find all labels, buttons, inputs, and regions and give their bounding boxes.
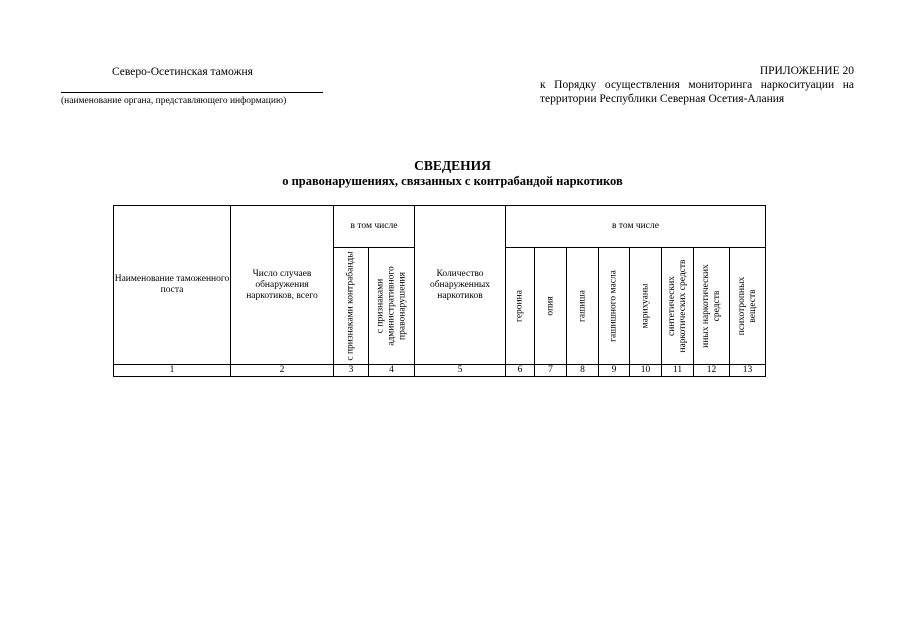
column-number: 3	[334, 365, 369, 377]
header-hashish: гашиша	[567, 248, 599, 365]
column-numbers-row	[114, 365, 766, 377]
header-hashish-oil: гашишного масла	[599, 248, 630, 365]
column-number: 5	[415, 365, 506, 377]
document-subtitle: о правонарушениях, связанных с контрабандой наркотиков	[282, 174, 623, 188]
header-cases-group: в том числе	[334, 206, 415, 248]
appendix-title: ПРИЛОЖЕНИЕ 20	[759, 65, 854, 77]
column-number: 1	[114, 365, 231, 377]
header-psychotropic: психотропных веществ	[730, 248, 766, 365]
header-heroin: героина	[506, 248, 535, 365]
column-number: 4	[369, 365, 415, 377]
header-post: Наименование таможенного поста	[114, 206, 231, 365]
header-marijuana: марихуаны	[630, 248, 662, 365]
column-number: 12	[694, 365, 730, 377]
appendix-text: к Порядку осуществления мониторинга наркоситуации на территории Республики Северная Осетия-Алания	[540, 79, 854, 105]
report-table	[113, 205, 766, 377]
header-other-narcotics: иных наркотических средств	[694, 248, 730, 365]
column-number: 10	[630, 365, 662, 377]
header-quantity: Количество обнаруженных наркотиков	[415, 206, 506, 365]
header-administrative: с признаками административного правонарушения	[369, 248, 415, 365]
column-number: 11	[662, 365, 694, 377]
column-number: 6	[506, 365, 535, 377]
column-number: 7	[535, 365, 567, 377]
column-number: 13	[730, 365, 766, 377]
header-smuggling: с признаками контрабанды	[334, 248, 369, 365]
signature-line	[61, 92, 323, 93]
header-synthetic: синтетических наркотических средств	[662, 248, 694, 365]
organization-caption: (наименование органа, представляющего информацию)	[61, 96, 287, 106]
header-cases-total: Число случаев обнаружения наркотиков, всего	[231, 206, 334, 365]
column-number: 8	[567, 365, 599, 377]
header-quantity-group: в том числе	[506, 206, 766, 248]
column-number: 2	[231, 365, 334, 377]
header-opium: опия	[535, 248, 567, 365]
organization-name: Северо-Осетинская таможня	[112, 66, 253, 78]
column-number: 9	[599, 365, 630, 377]
document-title: СВЕДЕНИЯ	[414, 158, 491, 173]
